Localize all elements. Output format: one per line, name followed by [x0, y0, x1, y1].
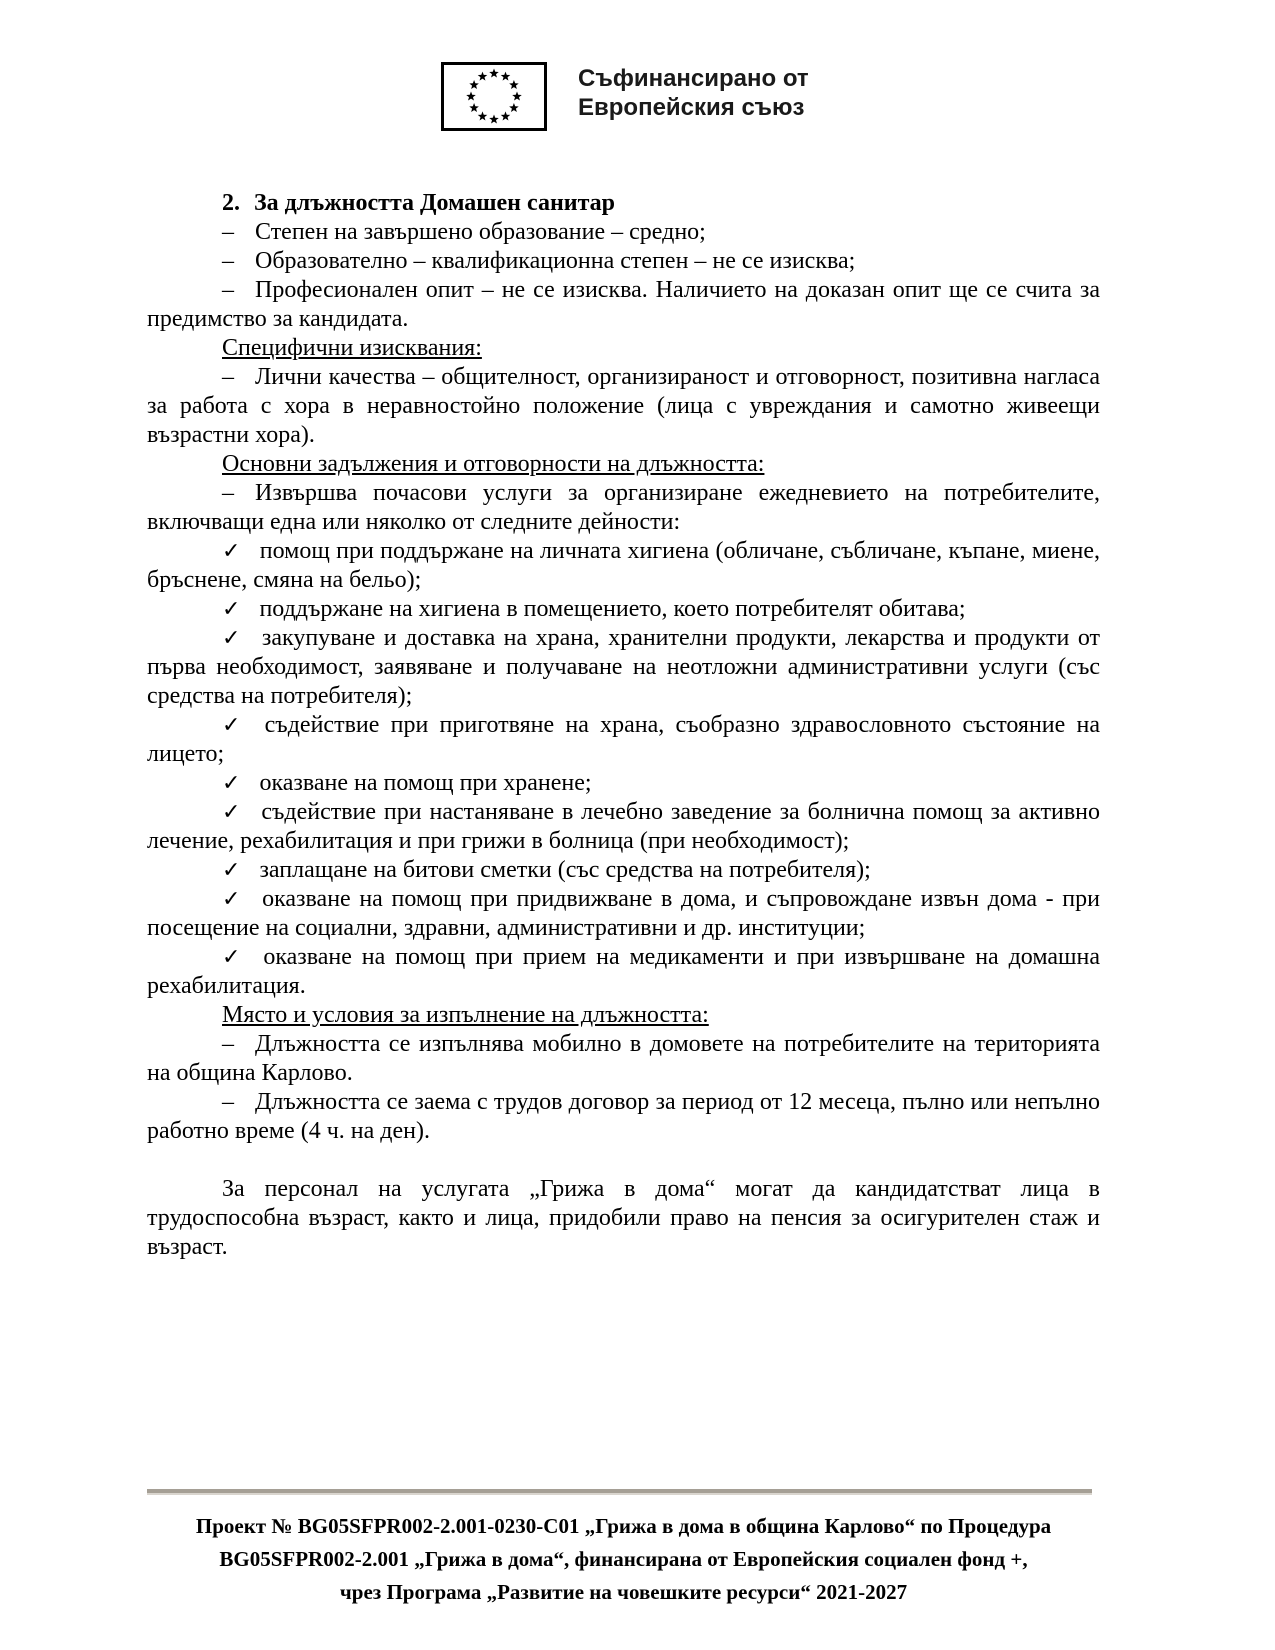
checkmark-icon: ✓: [222, 713, 246, 738]
list-item-check: ✓ помощ при поддържане на личната хигиена (обличане, събличане, къпане, миене, бръснене, смяна на бельо);: [147, 538, 1100, 593]
dash-marker: –: [222, 1031, 234, 1057]
eu-flag-icon: [441, 62, 547, 131]
document-body: [147, 189, 1100, 1262]
footer-line: Проект № BG05SFPR002-2.001-0230-С01 „Грижа в дома в община Карлово“ по Процедура: [195, 1514, 1052, 1538]
dash-marker: –: [222, 364, 234, 390]
checkmark-icon: ✓: [222, 539, 241, 564]
list-item-check: ✓ съдействие при приготвяне на храна, съобразно здравословното състояние на лицето;: [147, 712, 1100, 767]
section-heading-specific-requirements: Специфични изисквания:: [222, 335, 482, 361]
dash-marker: –: [222, 277, 234, 303]
checkmark-icon: ✓: [222, 945, 245, 970]
section-heading-place-and-conditions: Място и условия за изпълнение на длъжността:: [222, 1002, 709, 1028]
list-item-dash: – Длъжността се заема с трудов договор за период от 12 месеца, пълно или непълно работно време (4 ч. на ден).: [147, 1089, 1100, 1144]
list-item-check: ✓ оказване на помощ при хранене;: [222, 770, 592, 796]
job-section-heading: 2. За длъжността Домашен санитар: [222, 190, 616, 216]
list-item-check: ✓ заплащане на битови сметки (със средства на потребителя);: [222, 857, 871, 883]
list-item-check: ✓ оказване на помощ при прием на медикаменти и при извършване на домашна рехабилитация.: [147, 944, 1100, 999]
cofunded-caption-line2: Европейския съюз: [578, 94, 805, 121]
list-item-dash: – Образователно – квалификационна степен – не се изисква;: [222, 248, 856, 274]
list-item-dash: – Извършва почасови услуги за организиране ежедневието на потребителите, включващи една или няколко от следните дейности:: [147, 480, 1100, 535]
footer-project-info: [147, 1510, 1100, 1609]
list-item-dash: – Професионален опит – не се изисква. Наличието на доказан опит ще се счита за предимство за кандидата.: [147, 277, 1100, 332]
blank-line: [147, 1146, 1100, 1175]
cofunded-caption-line1: Съфинансирано от: [578, 65, 809, 92]
dash-marker: –: [222, 248, 234, 274]
checkmark-icon: ✓: [222, 597, 241, 622]
closing-paragraph: За персонал на услугата „Грижа в дома“ могат да кандидатстват лица в трудоспособна възраст, както и лица, придобили право на пенсия за осигурителен стаж и възраст.: [147, 1176, 1100, 1260]
dash-marker: –: [222, 219, 234, 245]
list-item-dash: – Длъжността се изпълнява мобилно в домовете на потребителите на територията на община Карлово.: [147, 1031, 1100, 1086]
list-item-dash: – Лични качества – общителност, организираност и отговорност, позитивна нагласа за работа с хора в неравностойно положение (лица с увреждания и самотно живеещи възрастни хора).: [147, 364, 1100, 448]
list-item-check: ✓ поддържане на хигиена в помещението, което потребителят обитава;: [222, 596, 966, 622]
footer-divider: [147, 1489, 1092, 1495]
cofunded-caption: [578, 64, 809, 122]
footer-line: чрез Програма „Развитие на човешките ресурси“ 2021-2027: [339, 1580, 908, 1604]
list-item-check: ✓ закупуване и доставка на храна, хранителни продукти, лекарства и продукти от първа необходимост, заявяване и получаване на неотложни административни услуги (със средства на потребителя);: [147, 625, 1100, 709]
section-heading-main-duties: Основни задължения и отговорности на длъжността:: [222, 451, 765, 477]
checkmark-icon: ✓: [222, 800, 243, 825]
list-item-check: ✓ съдействие при настаняване в лечебно заведение за болнична помощ за активно лечение, рехабилитация и при грижи в болница (при необходимост);: [147, 799, 1100, 854]
number-marker: 2.: [222, 190, 240, 216]
checkmark-icon: ✓: [222, 626, 243, 651]
checkmark-icon: ✓: [222, 771, 241, 796]
footer-line: BG05SFPR002-2.001 „Грижа в дома“, финансирана от Европейския социален фонд +,: [219, 1547, 1028, 1571]
dash-marker: –: [222, 480, 234, 506]
dash-marker: –: [222, 1089, 234, 1115]
checkmark-icon: ✓: [222, 858, 241, 883]
list-item-check: ✓ оказване на помощ при придвижване в дома, и съпровождане извън дома - при посещение на социални, здравни, административни и др. институции;: [147, 886, 1100, 941]
checkmark-icon: ✓: [222, 887, 244, 912]
list-item-dash: – Степен на завършено образование – средно;: [222, 219, 706, 245]
